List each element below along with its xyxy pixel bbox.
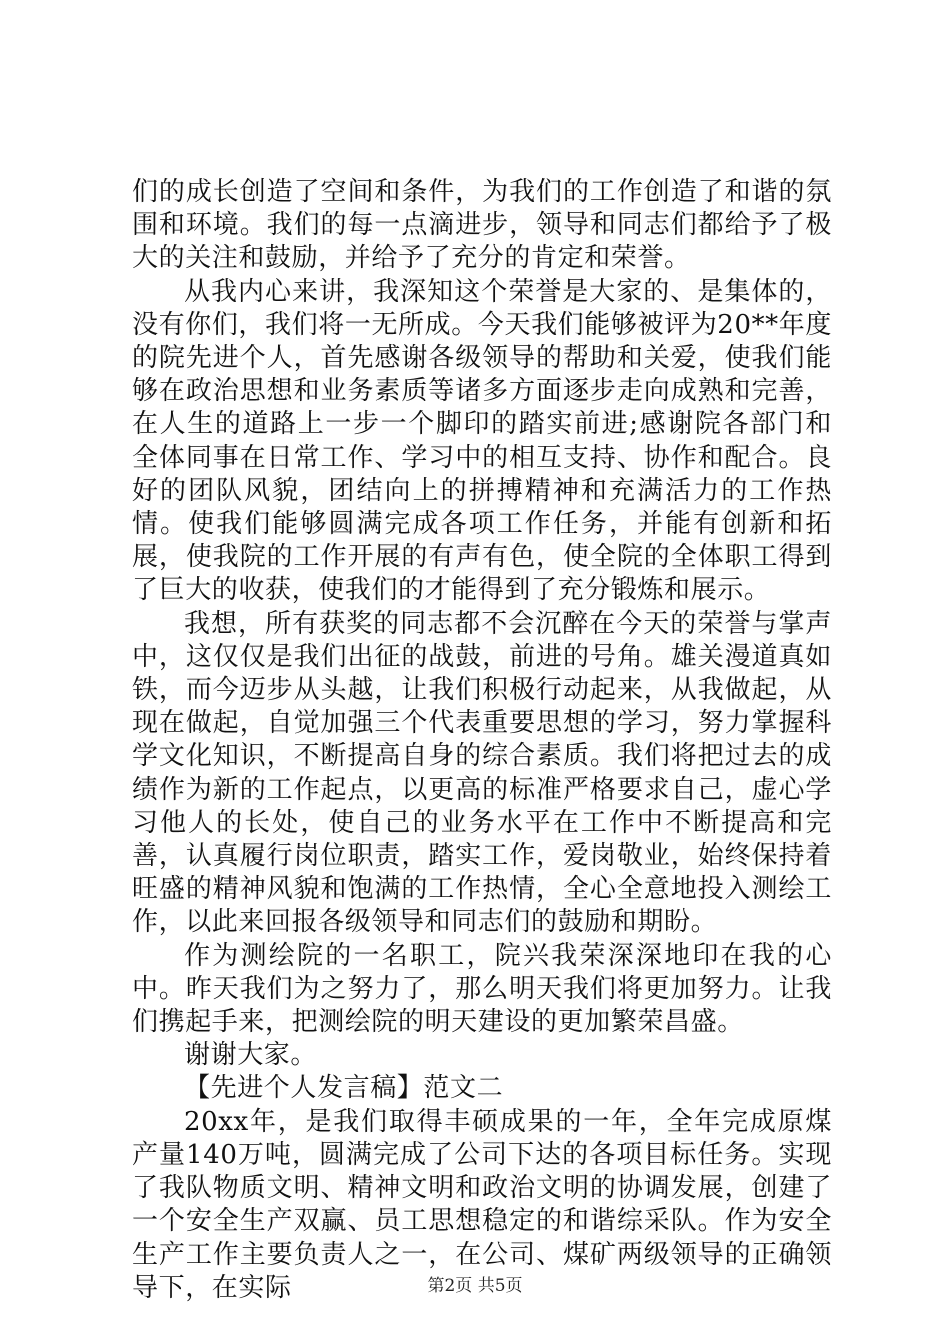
paragraph-future-effort: 我想，所有获奖的同志都不会沉醉在今天的荣誉与掌声中，这仅仅是我们出征的战鼓，前进的号角。雄关漫道真如铁，而今迈步从头越，让我们积极行动起来，从我做起，从现在做起，自觉加强三个代表重要思想的学习，努力掌握科学文化知识，不断提高自身的综合素质。我们将把过去的成绩作为新的工作起点，以更高的标准严格要求自己，虚心学习他人的长处，使自己的业务水平在工作中不断提高和完善，认真履行岗位职责，踏实工作，爱岗敬业，始终保持着旺盛的精神风貌和饱满的工作热情，全心全意地投入测绘工作，以此来回报各级领导和同志们的鼓励和期盼。 [132, 608, 832, 938]
document-body [132, 176, 832, 1305]
section-heading-sample-two: 【先进个人发言稿】范文二 [184, 1073, 504, 1104]
paragraph-honor-collective: 从我内心来讲，我深知这个荣誉是大家的、是集体的，没有你们，我们将一无所成。今天我们能够被评为20**年度的院先进个人，首先感谢各级领导的帮助和关爱，使我们能够在政治思想和业务素质等诸多方面逐步走向成熟和完善，在人生的道路上一步一个脚印的踏实前进;感谢院各部门和全体同事在日常工作、学习中的相互支持、协作和配合。良好的团队风貌，团结向上的拼搏精神和充满活力的工作热情。使我们能够圆满完成各项工作任务，并能有创新和拓展，使我院的工作开展的有声有色，使全院的全体职工得到了巨大的收获，使我们的才能得到了充分锻炼和展示。 [132, 276, 832, 606]
paragraph-thanks: 谢谢大家。 [184, 1040, 318, 1071]
paragraph-continuation: 们的成长创造了空间和条件，为我们的工作创造了和谐的氛围和环境。我们的每一点滴进步，领导和同志们都给予了极大的关注和鼓励，并给予了充分的肯定和荣誉。 [132, 177, 832, 274]
page-number-footer: 第2页 共5页 [427, 1276, 523, 1296]
paragraph-sample-two-intro: 20xx年，是我们取得丰硕成果的一年，全年完成原煤产量140万吨，圆满完成了公司下达的各项目标任务。实现了我队物质文明、精神文明和政治文明的协调发展，创建了一个安全生产双赢、员工思想稳定的和谐综采队。作为安全生产工作主要负责人之一，在公司、煤矿两级领导的正确领导下，在实际 [132, 1106, 832, 1303]
paragraph-institute-pride: 作为测绘院的一名职工，院兴我荣深深地印在我的心中。昨天我们为之努力了，那么明天我们将更加努力。让我们携起手来，把测绘院的明天建设的更加繁荣昌盛。 [132, 940, 832, 1038]
